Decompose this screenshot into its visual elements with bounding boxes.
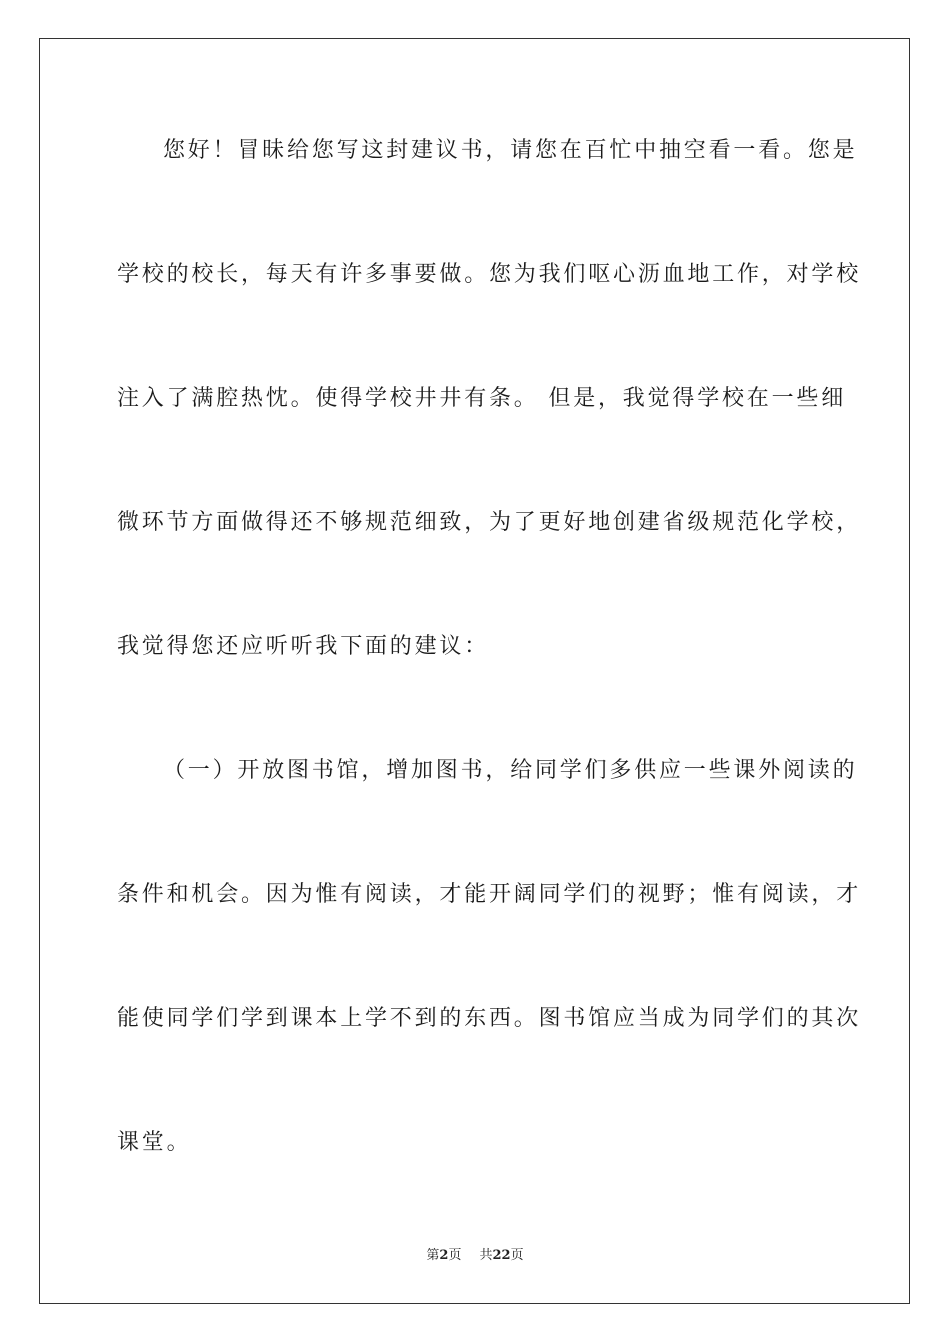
total-pages: 22 — [492, 1248, 511, 1263]
page-border — [39, 38, 910, 1304]
body-line-8: 能使同学们学到课本上学不到的东西。图书馆应当成为同学们的其次 — [117, 1006, 862, 1031]
body-line-9: 课堂。 — [117, 1130, 192, 1155]
body-line-6: （一）开放图书馆，增加图书，给同学们多供应一些课外阅读的 — [163, 758, 858, 783]
total-suffix: 页 — [510, 1248, 524, 1263]
body-line-5: 我觉得您还应听听我下面的建议： — [117, 634, 490, 659]
page-suffix: 页 — [448, 1248, 462, 1263]
total-prefix: 共 — [479, 1248, 493, 1263]
body-line-4: 微环节方面做得还不够规范细致，为了更好地创建省级规范化学校， — [117, 510, 862, 535]
body-line-2: 学校的校长，每天有许多事要做。您为我们呕心沥血地工作，对学校 — [117, 262, 862, 287]
body-line-3: 注入了满腔热忱。使得学校井井有条。 但是，我觉得学校在一些细 — [117, 386, 846, 411]
page-footer — [0, 1248, 950, 1264]
page-prefix: 第 — [426, 1248, 440, 1263]
body-line-1: 您好！冒昧给您写这封建议书，请您在百忙中抽空看一看。您是 — [163, 138, 858, 163]
body-line-7: 条件和机会。因为惟有阅读，才能开阔同学们的视野；惟有阅读，才 — [117, 882, 862, 907]
page-number: 2 — [439, 1248, 449, 1263]
